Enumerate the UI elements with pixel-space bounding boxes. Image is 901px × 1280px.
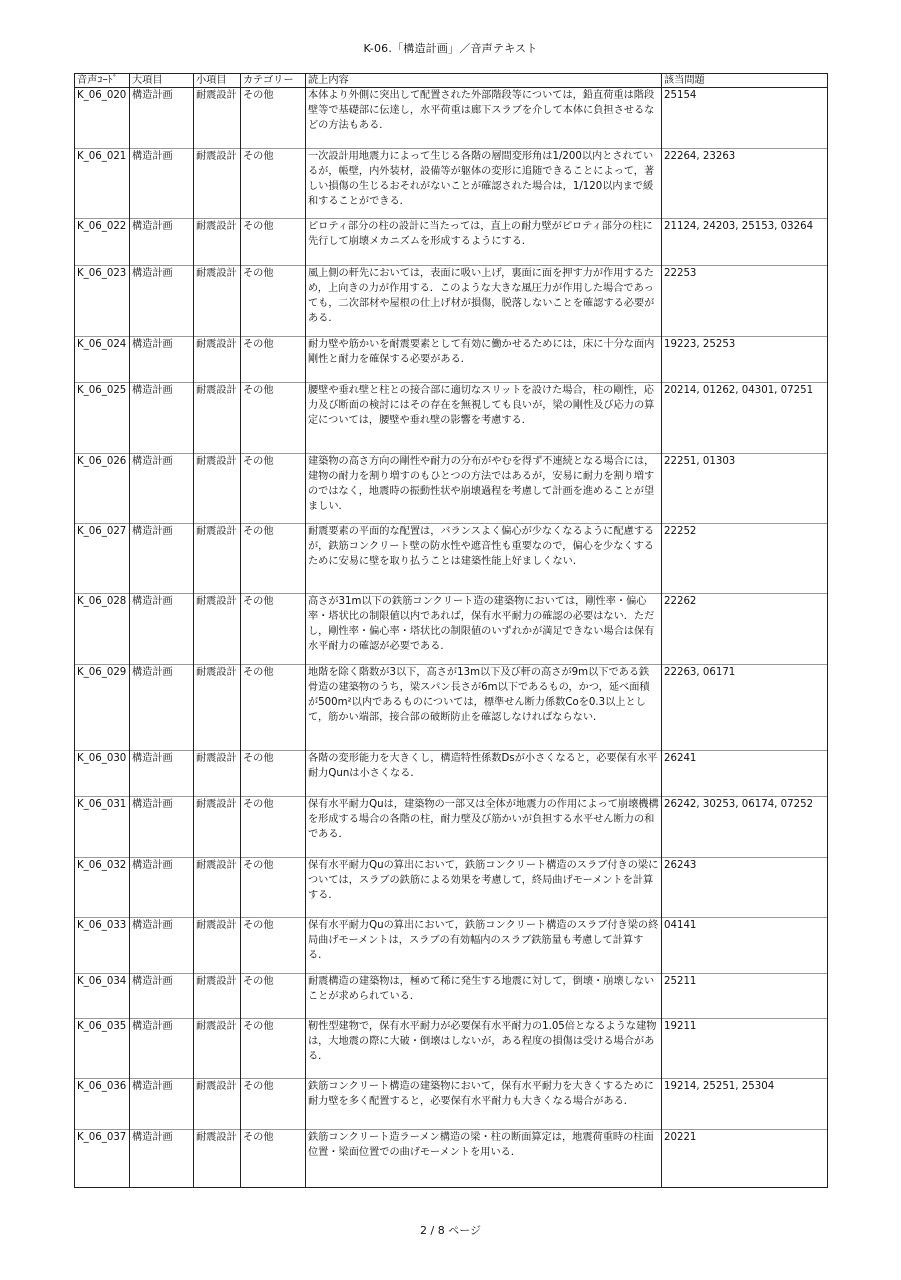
table-row: [75, 524, 828, 594]
row-category: その他: [241, 974, 306, 1019]
row-reading-text: 耐力壁や筋かいを耐震要素として有効に働かせるためには，床に十分な面内剛性と耐力を確保する必要がある．: [306, 337, 662, 383]
row-minor-item: 耐震設計: [194, 797, 241, 858]
row-category: その他: [241, 219, 306, 266]
row-reading-text: 鉄筋コンクリート構造の建築物において，保有水平耐力を大きくするために耐力壁を多く配置すると，必要保有水平耐力も大きくなる場合がある．: [306, 1079, 662, 1130]
row-category: その他: [241, 266, 306, 337]
row-minor-item: 耐震設計: [194, 665, 241, 751]
table-row: [75, 1019, 828, 1079]
row-major-item: 構造計画: [130, 454, 194, 524]
row-related-problems: 20221: [662, 1130, 828, 1188]
row-major-item: 構造計画: [130, 594, 194, 665]
row-category: その他: [241, 88, 306, 149]
column-header-problems: 該当問題: [662, 74, 828, 88]
row-reading-text: 保有水平耐力Quの算出において，鉄筋コンクリート構造のスラブ付きの梁については，スラブの鉄筋による効果を考慮して，終局曲げモーメントを計算する．: [306, 858, 662, 918]
row-major-item: 構造計画: [130, 219, 194, 266]
table-row: [75, 594, 828, 665]
row-reading-text: 各階の変形能力を大きくし，構造特性係数Dsが小さくなると，必要保有水平耐力Qunは小さくなる．: [306, 751, 662, 797]
row-code: K_06_026: [75, 454, 130, 524]
column-header-code: 音声ｺｰﾄﾞ: [75, 74, 130, 88]
row-major-item: 構造計画: [130, 858, 194, 918]
row-reading-text: 地階を除く階数が3以下，高さが13m以下及び軒の高さが9m以下である鉄骨造の建築物のうち，梁スパン長さが6m以下であるもの，かつ，延べ面積が500m²以内であるものについては，標準せん断力係数Coを0.3以上として，筋かい端部，接合部の破断防止を確認しなければならない．: [306, 665, 662, 751]
row-reading-text: 本体より外側に突出して配置された外部階段等については，鉛直荷重は階段壁等で基礎部に伝達し，水平荷重は廊下スラブを介して本体に負担させるなどの方法もある．: [306, 88, 662, 149]
row-code: K_06_036: [75, 1079, 130, 1130]
row-code: K_06_027: [75, 524, 130, 594]
row-related-problems: 21124, 24203, 25153, 03264: [662, 219, 828, 266]
table-row: [75, 797, 828, 858]
row-related-problems: 19214, 25251, 25304: [662, 1079, 828, 1130]
row-category: その他: [241, 383, 306, 454]
row-reading-text: 靭性型建物で，保有水平耐力が必要保有水平耐力の1.05倍となるような建物は，大地震の際に大破・倒壊はしないが，ある程度の損傷は受ける場合がある．: [306, 1019, 662, 1079]
row-minor-item: 耐震設計: [194, 1019, 241, 1079]
row-minor-item: 耐震設計: [194, 974, 241, 1019]
row-minor-item: 耐震設計: [194, 1079, 241, 1130]
row-related-problems: 22251, 01303: [662, 454, 828, 524]
row-category: その他: [241, 751, 306, 797]
table-row: [75, 219, 828, 266]
table-row: [75, 88, 828, 149]
row-major-item: 構造計画: [130, 751, 194, 797]
table-row: [75, 1079, 828, 1130]
row-minor-item: 耐震設計: [194, 383, 241, 454]
row-reading-text: 保有水平耐力Quは，建築物の一部又は全体が地震力の作用によって崩壊機構を形成する場合の各階の柱，耐力壁及び筋かいが負担する水平せん断力の和である．: [306, 797, 662, 858]
row-related-problems: 04141: [662, 918, 828, 974]
row-code: K_06_030: [75, 751, 130, 797]
row-minor-item: 耐震設計: [194, 266, 241, 337]
page-number: 2 / 8 ページ: [420, 1224, 481, 1237]
row-major-item: 構造計画: [130, 383, 194, 454]
row-category: その他: [241, 594, 306, 665]
row-major-item: 構造計画: [130, 88, 194, 149]
table-row: [75, 149, 828, 219]
row-related-problems: 22264, 23263: [662, 149, 828, 219]
table-row: [75, 751, 828, 797]
row-reading-text: 高さが31m以下の鉄筋コンクリート造の建築物においては，剛性率・偏心率・塔状比の制限値以内であれば，保有水平耐力の確認の必要はない．ただし，剛性率・偏心率・塔状比の制限値のいずれかが満足できない場合は保有水平耐力の確認が必要である．: [306, 594, 662, 665]
row-code: K_06_029: [75, 665, 130, 751]
row-related-problems: 26242, 30253, 06174, 07252: [662, 797, 828, 858]
row-code: K_06_031: [75, 797, 130, 858]
table-header-row: [75, 74, 828, 88]
row-related-problems: 20214, 01262, 04301, 07251: [662, 383, 828, 454]
row-reading-text: 一次設計用地震力によって生じる各階の層間変形角は1/200以内とされているが，帳壁，内外装材，設備等が躯体の変形に追随できることによって，著しい損傷の生じるおそれがないことが確認された場合は，1/120以内まで緩和することができる．: [306, 149, 662, 219]
column-header-minor: 小項目: [194, 74, 241, 88]
row-category: その他: [241, 149, 306, 219]
row-category: その他: [241, 665, 306, 751]
row-category: その他: [241, 1079, 306, 1130]
row-category: その他: [241, 858, 306, 918]
row-minor-item: 耐震設計: [194, 219, 241, 266]
row-related-problems: 22262: [662, 594, 828, 665]
row-related-problems: 26241: [662, 751, 828, 797]
row-related-problems: 25211: [662, 974, 828, 1019]
row-code: K_06_024: [75, 337, 130, 383]
speech-text-table: [74, 73, 828, 1188]
row-category: その他: [241, 1130, 306, 1188]
row-code: K_06_023: [75, 266, 130, 337]
row-related-problems: 26243: [662, 858, 828, 918]
row-reading-text: ピロティ部分の柱の設計に当たっては，直上の耐力壁がピロティ部分の柱に先行して崩壊メカニズムを形成するようにする．: [306, 219, 662, 266]
row-category: その他: [241, 337, 306, 383]
row-related-problems: 19211: [662, 1019, 828, 1079]
row-reading-text: 鉄筋コンクリート造ラーメン構造の梁・柱の断面算定は，地震荷重時の柱面位置・梁面位置での曲げモーメントを用いる．: [306, 1130, 662, 1188]
row-code: K_06_034: [75, 974, 130, 1019]
row-minor-item: 耐震設計: [194, 524, 241, 594]
row-major-item: 構造計画: [130, 797, 194, 858]
row-code: K_06_032: [75, 858, 130, 918]
row-reading-text: 建築物の高さ方向の剛性や耐力の分布がやむを得ず不連続となる場合には，建物の耐力を割り増すのもひとつの方法ではあるが，安易に耐力を割り増すのではなく，地震時の振動性状や崩壊過程を考慮して計画を進めることが望ましい．: [306, 454, 662, 524]
table-row: [75, 266, 828, 337]
table-row: [75, 918, 828, 974]
row-code: K_06_028: [75, 594, 130, 665]
row-major-item: 構造計画: [130, 974, 194, 1019]
row-category: その他: [241, 454, 306, 524]
row-code: K_06_025: [75, 383, 130, 454]
row-category: その他: [241, 797, 306, 858]
row-code: K_06_037: [75, 1130, 130, 1188]
row-major-item: 構造計画: [130, 665, 194, 751]
row-minor-item: 耐震設計: [194, 594, 241, 665]
row-code: K_06_035: [75, 1019, 130, 1079]
row-reading-text: 腰壁や垂れ壁と柱との接合部に適切なスリットを設けた場合，柱の剛性，応力及び断面の検討にはその存在を無視しても良いが，梁の剛性及び応力の算定については，腰壁や垂れ壁の影響を考慮する．: [306, 383, 662, 454]
row-minor-item: 耐震設計: [194, 918, 241, 974]
row-code: K_06_022: [75, 219, 130, 266]
row-related-problems: 19223, 25253: [662, 337, 828, 383]
row-category: その他: [241, 1019, 306, 1079]
row-category: その他: [241, 524, 306, 594]
row-minor-item: 耐震設計: [194, 149, 241, 219]
row-minor-item: 耐震設計: [194, 88, 241, 149]
table-row: [75, 383, 828, 454]
column-header-category: カテゴリー: [241, 74, 306, 88]
row-major-item: 構造計画: [130, 1079, 194, 1130]
row-minor-item: 耐震設計: [194, 858, 241, 918]
row-code: K_06_020: [75, 88, 130, 149]
table-row: [75, 974, 828, 1019]
document-title: K-06.「構造計画」／音声テキスト: [363, 42, 538, 55]
row-major-item: 構造計画: [130, 524, 194, 594]
row-major-item: 構造計画: [130, 266, 194, 337]
table-header: [75, 74, 828, 88]
row-related-problems: 22252: [662, 524, 828, 594]
table-row: [75, 665, 828, 751]
row-major-item: 構造計画: [130, 1019, 194, 1079]
table-row: [75, 454, 828, 524]
row-reading-text: 耐震構造の建築物は，極めて稀に発生する地震に対して，倒壊・崩壊しないことが求められている．: [306, 974, 662, 1019]
row-related-problems: 22263, 06171: [662, 665, 828, 751]
table-body: [75, 88, 828, 1188]
row-minor-item: 耐震設計: [194, 454, 241, 524]
row-minor-item: 耐震設計: [194, 751, 241, 797]
row-code: K_06_021: [75, 149, 130, 219]
row-category: その他: [241, 918, 306, 974]
column-header-text: 読上内容: [306, 74, 662, 88]
table-row: [75, 337, 828, 383]
row-reading-text: 耐震要素の平面的な配置は，バランスよく偏心が少なくなるように配慮するが，鉄筋コンクリート壁の防水性や遮音性も重要なので，偏心を少なくするために安易に壁を取り払うことは建築性能上好ましくない．: [306, 524, 662, 594]
row-major-item: 構造計画: [130, 337, 194, 383]
row-related-problems: 25154: [662, 88, 828, 149]
row-minor-item: 耐震設計: [194, 337, 241, 383]
row-major-item: 構造計画: [130, 149, 194, 219]
row-major-item: 構造計画: [130, 918, 194, 974]
row-reading-text: 保有水平耐力Quの算出において，鉄筋コンクリート構造のスラブ付き梁の終局曲げモーメントは，スラブの有効幅内のスラブ鉄筋量も考慮して計算する．: [306, 918, 662, 974]
row-related-problems: 22253: [662, 266, 828, 337]
row-major-item: 構造計画: [130, 1130, 194, 1188]
row-minor-item: 耐震設計: [194, 1130, 241, 1188]
table-row: [75, 858, 828, 918]
column-header-major: 大項目: [130, 74, 194, 88]
row-reading-text: 風上側の軒先においては，表面に吸い上げ，裏面に面を押す力が作用するため，上向きの力が作用する．このような大きな風圧力が作用した場合であっても，二次部材や屋根の仕上げ材が損傷，脱落しないことを確認する必要がある．: [306, 266, 662, 337]
table-row: [75, 1130, 828, 1188]
row-code: K_06_033: [75, 918, 130, 974]
